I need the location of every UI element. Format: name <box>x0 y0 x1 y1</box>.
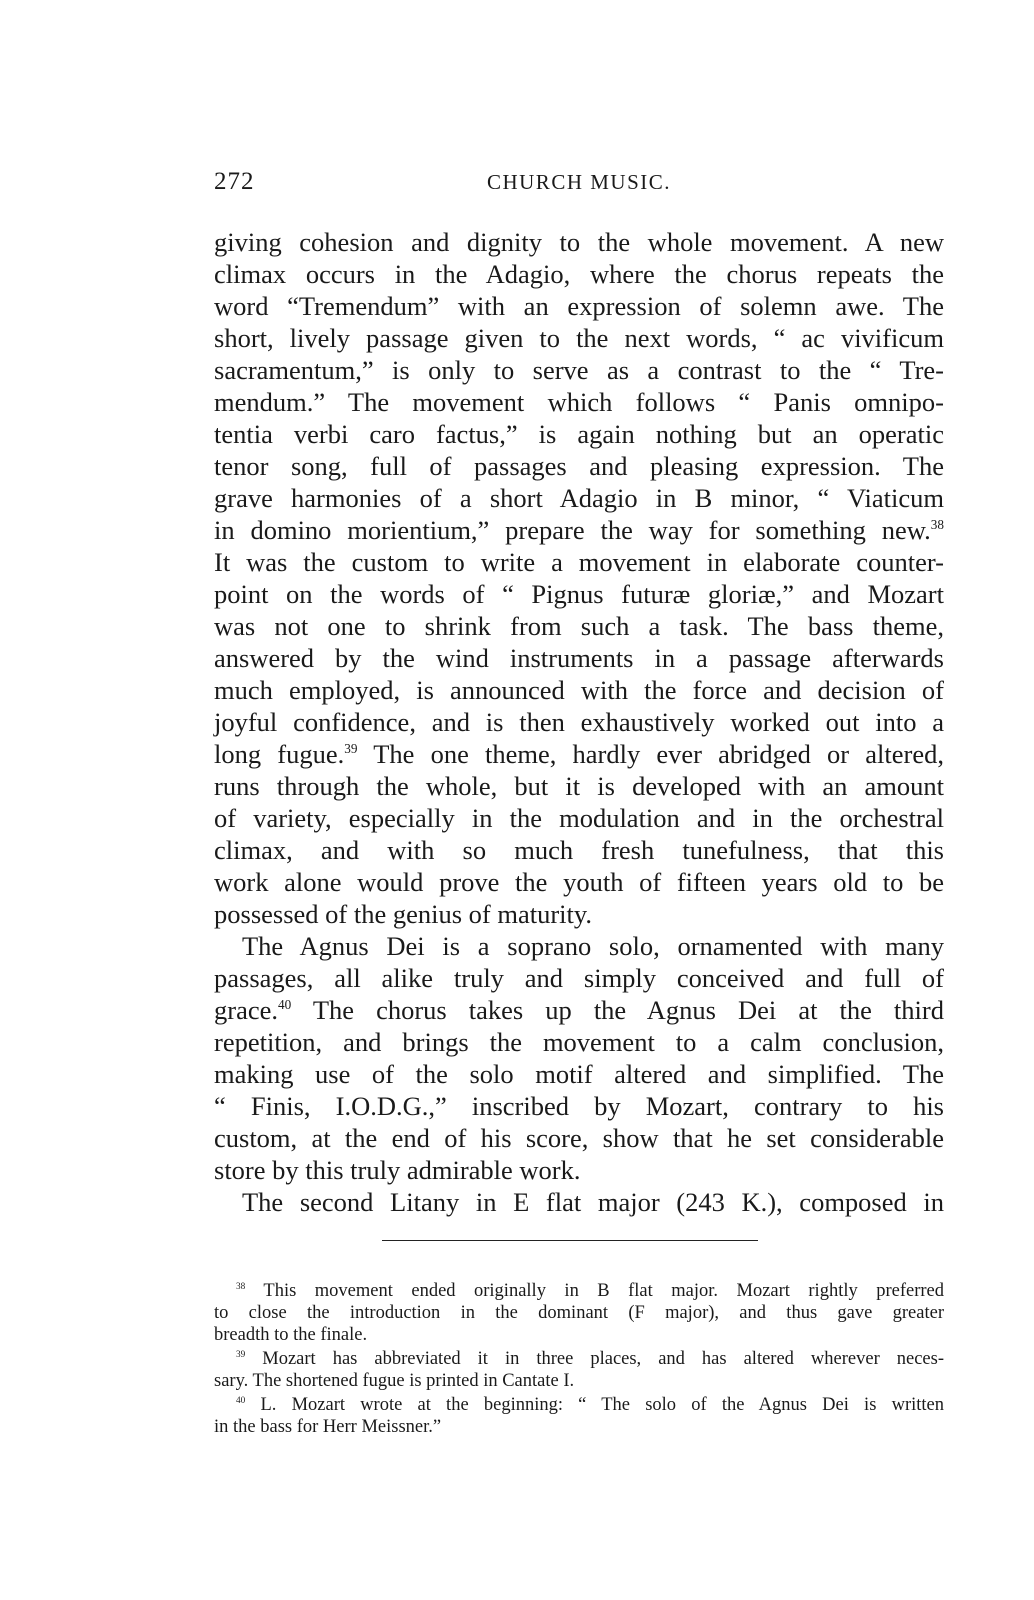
body-line: word “Tremendum” with an expression of solemn awe. The <box>214 291 944 321</box>
footnote-number: 39 <box>236 1349 246 1360</box>
body-line: in domino morientium,” prepare the way for something new.$^{38}$ <box>214 515 944 545</box>
body-line: much employed, is announced with the force and decision of <box>214 675 944 705</box>
body-line: mendum.” The movement which follows “ Panis omnipo- <box>214 387 944 417</box>
footnote-line: breadth to the finale. <box>214 1325 368 1345</box>
body-line: tenor song, full of passages and pleasing expression. The <box>214 451 944 481</box>
footnote-line: sary. The shortened fugue is printed in Cantate I. <box>214 1371 575 1391</box>
body-line: climax, and with so much fresh tunefulness, that this <box>214 835 944 865</box>
body-line: making use of the solo motif altered and simplified. The <box>214 1059 944 1089</box>
body-line: point on the words of “ Pignus futuræ gloriæ,” and Mozart <box>214 579 944 609</box>
body-line: repetition, and brings the movement to a calm conclusion, <box>214 1027 944 1057</box>
footnote-ref: 39 <box>344 741 358 757</box>
body-line: store by this truly admirable work. <box>214 1155 581 1185</box>
body-line: grave harmonies of a short Adagio in B minor, “ Viaticum <box>214 483 944 513</box>
body-line: was not one to shrink from such a task. The bass theme, <box>214 611 944 641</box>
body-line: answered by the wind instruments in a passage afterwards <box>214 643 944 673</box>
body-line: The second Litany in E flat major (243 K.), composed in <box>242 1187 944 1217</box>
body-line: short, lively passage given to the next words, “ ac vivificum <box>214 323 944 353</box>
body-line: climax occurs in the Adagio, where the chorus repeats the <box>214 259 944 289</box>
body-line: possessed of the genius of maturity. <box>214 899 593 929</box>
running-title: CHURCH MUSIC. <box>486 170 672 194</box>
body-line: It was the custom to write a movement in elaborate counter- <box>214 547 944 577</box>
footnote-ref: 40 <box>278 997 292 1013</box>
body-line: “ Finis, I.O.D.G.,” inscribed by Mozart, contrary to his <box>214 1091 944 1121</box>
body-line: tentia verbi caro factus,” is again nothing but an operatic <box>214 419 944 449</box>
body-line: The Agnus Dei is a soprano solo, ornamented with many <box>242 931 944 961</box>
running-header <box>214 168 944 198</box>
footnote-number: 40 <box>236 1395 246 1406</box>
footnote-line: in the bass for Herr Meissner.” <box>214 1417 442 1437</box>
footnote-line: to close the introduction in the dominant (F major), and thus gave greater <box>214 1303 944 1323</box>
footnote-divider <box>382 1240 758 1241</box>
body-line: passages, all alike truly and simply conceived and full of <box>214 963 944 993</box>
footnote-line: $^{38}$ This movement ended originally in B flat major. Mozart rightly preferred <box>236 1281 944 1301</box>
body-line: giving cohesion and dignity to the whole movement. A new <box>214 227 944 257</box>
body-line: long fugue.$^{39}$ The one theme, hardly ever abridged or altered, <box>214 739 944 769</box>
footnote-line: $^{39}$ Mozart has abbreviated it in three places, and has altered wherever neces- <box>236 1349 944 1369</box>
body-line: joyful confidence, and is then exhaustively worked out into a <box>214 707 944 737</box>
body-line: grace.$^{40}$ The chorus takes up the Agnus Dei at the third <box>214 995 944 1025</box>
body-line: runs through the whole, but it is developed with an amount <box>214 771 944 801</box>
body-line: of variety, especially in the modulation and in the orchestral <box>214 803 944 833</box>
body-line: work alone would prove the youth of fifteen years old to be <box>214 867 944 897</box>
page-number: 272 <box>214 168 255 195</box>
footnote-ref: 38 <box>930 517 944 533</box>
body-line: custom, at the end of his score, show that he set considerable <box>214 1123 944 1153</box>
body-line: sacramentum,” is only to serve as a contrast to the “ Tre- <box>214 355 944 385</box>
footnote-number: 38 <box>236 1281 246 1292</box>
footnote-line: $^{40}$ L. Mozart wrote at the beginning: “ The solo of the Agnus Dei is written <box>236 1395 944 1415</box>
